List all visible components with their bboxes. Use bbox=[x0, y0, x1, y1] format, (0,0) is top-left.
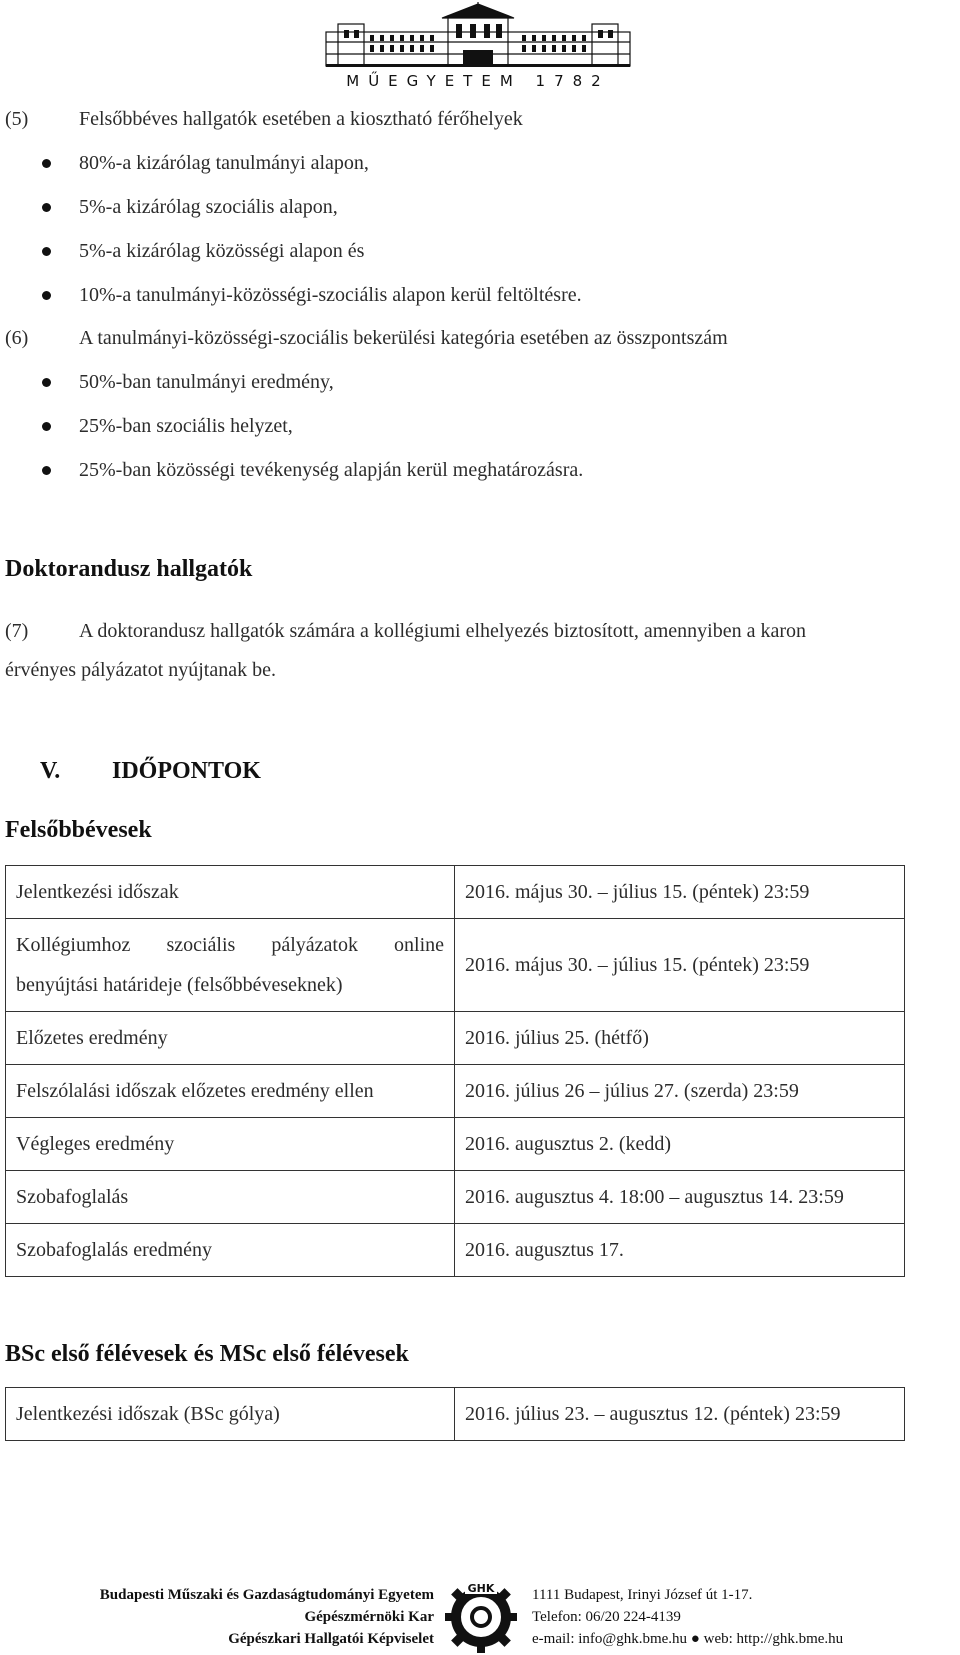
table-row bbox=[6, 1065, 905, 1118]
schedule-table bbox=[5, 865, 905, 1277]
label-line: benyújtási határideje (felsőbbéveseknek) bbox=[16, 974, 343, 996]
table-row bbox=[6, 1118, 905, 1171]
footer-phone: Telefon: 06/20 224-4139 bbox=[532, 1609, 681, 1625]
paragraph-number: (6) bbox=[5, 327, 29, 349]
list-item: 80%-a kizárólag tanulmányi alapon, bbox=[79, 152, 369, 174]
bullet-icon bbox=[42, 466, 51, 475]
paragraph-text-continued: érvényes pályázatot nyújtanak be. bbox=[5, 659, 276, 681]
table-cell-label: Végleges eredmény bbox=[6, 1118, 455, 1171]
table-cell-label: Előzetes eredmény bbox=[6, 1012, 455, 1065]
label-line: Kollégiumhoz szociális pályázatok online bbox=[16, 934, 444, 956]
bullet-icon bbox=[42, 291, 51, 300]
table-cell-date: 2016. augusztus 4. 18:00 – augusztus 14. 23:59 bbox=[455, 1171, 905, 1224]
table-cell-label: Szobafoglalás eredmény bbox=[6, 1224, 455, 1277]
table-cell-date: 2016. május 30. – július 15. (péntek) 23:59 bbox=[455, 919, 905, 1012]
list-item: 25%-ban szociális helyzet, bbox=[79, 415, 293, 437]
bullet-icon bbox=[42, 422, 51, 431]
table-cell-label: Felszólalási időszak előzetes eredmény ellen bbox=[6, 1065, 455, 1118]
paragraph-text: Felsőbbéves hallgatók esetében a kiosztható férőhelyek bbox=[79, 108, 523, 130]
bullet-icon bbox=[42, 203, 51, 212]
footer-contact bbox=[532, 1631, 843, 1648]
paragraph-number: (5) bbox=[5, 108, 29, 130]
ghk-logo-text: GHK bbox=[467, 1582, 495, 1595]
bullet-icon bbox=[42, 159, 51, 168]
footer-faculty: Gépészmérnöki Kar bbox=[304, 1609, 434, 1625]
list-item: 10%-a tanulmányi-közösségi-szociális alapon kerül feltöltésre. bbox=[79, 284, 582, 306]
table-cell-date: 2016. május 30. – július 15. (péntek) 23:59 bbox=[455, 866, 905, 919]
separator-dot-icon: ● bbox=[690, 1631, 700, 1647]
ghk-gear-logo bbox=[443, 1580, 519, 1655]
bullet-icon bbox=[42, 378, 51, 387]
list-item: 5%-a kizárólag közösségi alapon és bbox=[79, 240, 365, 262]
table-cell-date: 2016. július 23. – augusztus 12. (péntek) 23:59 bbox=[455, 1388, 905, 1441]
list-item: 50%-ban tanulmányi eredmény, bbox=[79, 371, 334, 393]
table-cell-label: Jelentkezési időszak (BSc gólya) bbox=[6, 1388, 455, 1441]
logo-caption: MŰEGYETEM 1782 bbox=[346, 72, 610, 90]
table-row bbox=[6, 866, 905, 919]
table-cell-date: 2016. augusztus 2. (kedd) bbox=[455, 1118, 905, 1171]
list-item: 25%-ban közösségi tevékenység alapján kerül meghatározásra. bbox=[79, 459, 584, 481]
section-heading: Felsőbbévesek bbox=[5, 817, 152, 843]
bullet-icon bbox=[42, 247, 51, 256]
table-row bbox=[6, 1388, 905, 1441]
paragraph-text: A tanulmányi-közösségi-szociális bekerülési kategória esetében az összpontszám bbox=[79, 327, 728, 349]
table-cell-date: 2016. augusztus 17. bbox=[455, 1224, 905, 1277]
table-cell-date: 2016. július 25. (hétfő) bbox=[455, 1012, 905, 1065]
table-row bbox=[6, 919, 905, 1012]
table-cell-label: Jelentkezési időszak bbox=[6, 866, 455, 919]
page-footer bbox=[0, 1580, 960, 1655]
list-item: 5%-a kizárólag szociális alapon, bbox=[79, 196, 338, 218]
paragraph-number: (7) bbox=[5, 620, 29, 642]
footer-university: Budapesti Műszaki és Gazdaságtudományi Egyetem bbox=[99, 1587, 434, 1603]
footer-web[interactable]: web: http://ghk.bme.hu bbox=[703, 1631, 844, 1647]
chapter-number: V. bbox=[40, 758, 61, 784]
table-cell-date: 2016. július 26 – július 27. (szerda) 23:59 bbox=[455, 1065, 905, 1118]
footer-email[interactable]: e-mail: info@ghk.bme.hu bbox=[532, 1631, 688, 1647]
section-heading: BSc első félévesek és MSc első félévesek bbox=[5, 1341, 409, 1367]
schedule-table bbox=[5, 1387, 905, 1441]
page-header bbox=[0, 0, 960, 92]
footer-address: 1111 Budapest, Irinyi József út 1-17. bbox=[532, 1587, 753, 1603]
chapter-title: IDŐPONTOK bbox=[112, 758, 261, 784]
table-row bbox=[6, 1171, 905, 1224]
table-cell-label: Szobafoglalás bbox=[6, 1171, 455, 1224]
paragraph-text: A doktorandusz hallgatók számára a kollégiumi elhelyezés biztosított, amennyiben a karon bbox=[79, 620, 807, 642]
table-row bbox=[6, 1224, 905, 1277]
footer-council: Gépészkari Hallgatói Képviselet bbox=[228, 1631, 434, 1647]
section-heading: Doktorandusz hallgatók bbox=[5, 556, 253, 582]
table-row bbox=[6, 1012, 905, 1065]
table-cell-label bbox=[6, 919, 455, 1012]
